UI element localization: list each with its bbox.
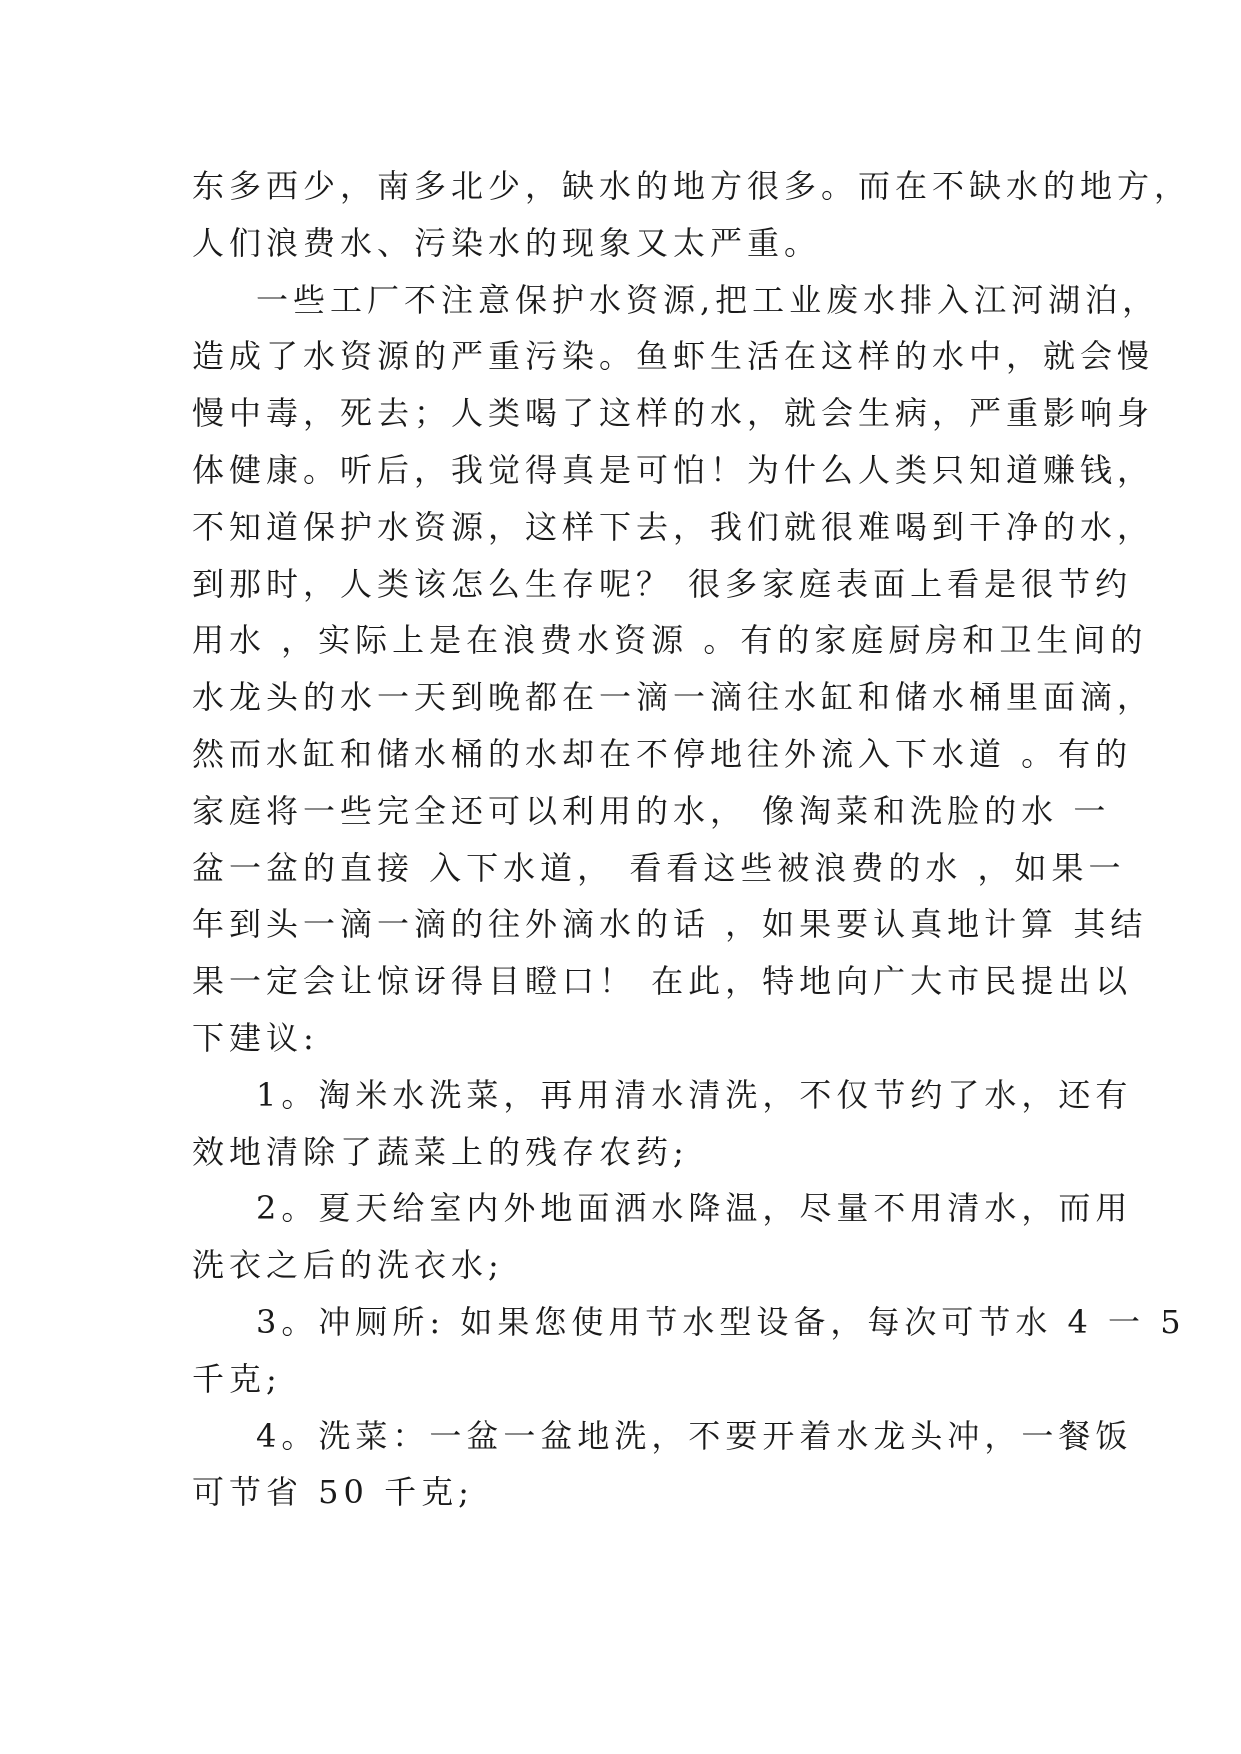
list-item-4-line: 4。洗菜：一盆一盆地洗，不要开着水龙头冲，一餐饭 bbox=[256, 1416, 1133, 1455]
text-line: 年到头一滴一滴的往外滴水的话 ，如果要认真地计算 其结 bbox=[192, 905, 1148, 944]
text-line: 效地清除了蔬菜上的残存农药; bbox=[192, 1132, 689, 1171]
document-body bbox=[192, 158, 1192, 1521]
list-item-3-line: 3。冲厕所: 如果您使用节水型设备，每次可节水 4 一 5 bbox=[256, 1302, 1186, 1341]
paragraph-start-line: 一些工厂不注意保护水资源,把工业废水排入江河湖泊， bbox=[256, 280, 1160, 319]
text-line: 人们浪费水、污染水的现象又太严重。 bbox=[192, 223, 822, 262]
text-line: 盆一盆的直接 入下水道， 看看这些被浪费的水 ，如果一 bbox=[192, 848, 1126, 887]
text-line: 体健康。听后，我觉得真是可怕！为什么人类只知道赚钱， bbox=[192, 450, 1155, 489]
list-item-1-line: 1。淘米水洗菜，再用清水清洗，不仅节约了水，还有 bbox=[256, 1075, 1133, 1114]
text-line: 东多西少，南多北少，缺水的地方很多。而在不缺水的地方， bbox=[192, 167, 1192, 205]
text-line: 到那时，人类该怎么生存呢？ 很多家庭表面上看是很节约 bbox=[192, 564, 1133, 603]
text-line: 慢中毒，死去；人类喝了这样的水，就会生病，严重影响身 bbox=[192, 394, 1155, 433]
text-line: 下建议: bbox=[192, 1018, 319, 1057]
text-line: 造成了水资源的严重污染。鱼虾生活在这样的水中，就会慢 bbox=[192, 337, 1155, 376]
text-line: 然而水缸和储水桶的水却在不停地往外流入下水道 。有的 bbox=[192, 734, 1133, 773]
text-line: 家庭将一些完全还可以利用的水， 像淘菜和洗脸的水 一 bbox=[192, 791, 1111, 830]
text-line: 用水 ，实际上是在浪费水资源 。有的家庭厨房和卫生间的 bbox=[192, 621, 1148, 660]
text-line: 洗衣之后的洗衣水; bbox=[192, 1246, 504, 1285]
text-line: 不知道保护水资源，这样下去，我们就很难喝到干净的水， bbox=[192, 507, 1155, 546]
text-line: 果一定会让惊讶得目瞪口！ 在此，特地向广大市民提出以 bbox=[192, 962, 1133, 1001]
list-item-2-line: 2。夏天给室内外地面洒水降温，尽量不用清水，而用 bbox=[256, 1189, 1133, 1228]
text-line: 千克; bbox=[192, 1359, 282, 1398]
text-line: 水龙头的水一天到晚都在一滴一滴往水缸和储水桶里面滴， bbox=[192, 678, 1155, 717]
text-line: 可节省 50 千克; bbox=[192, 1473, 474, 1512]
